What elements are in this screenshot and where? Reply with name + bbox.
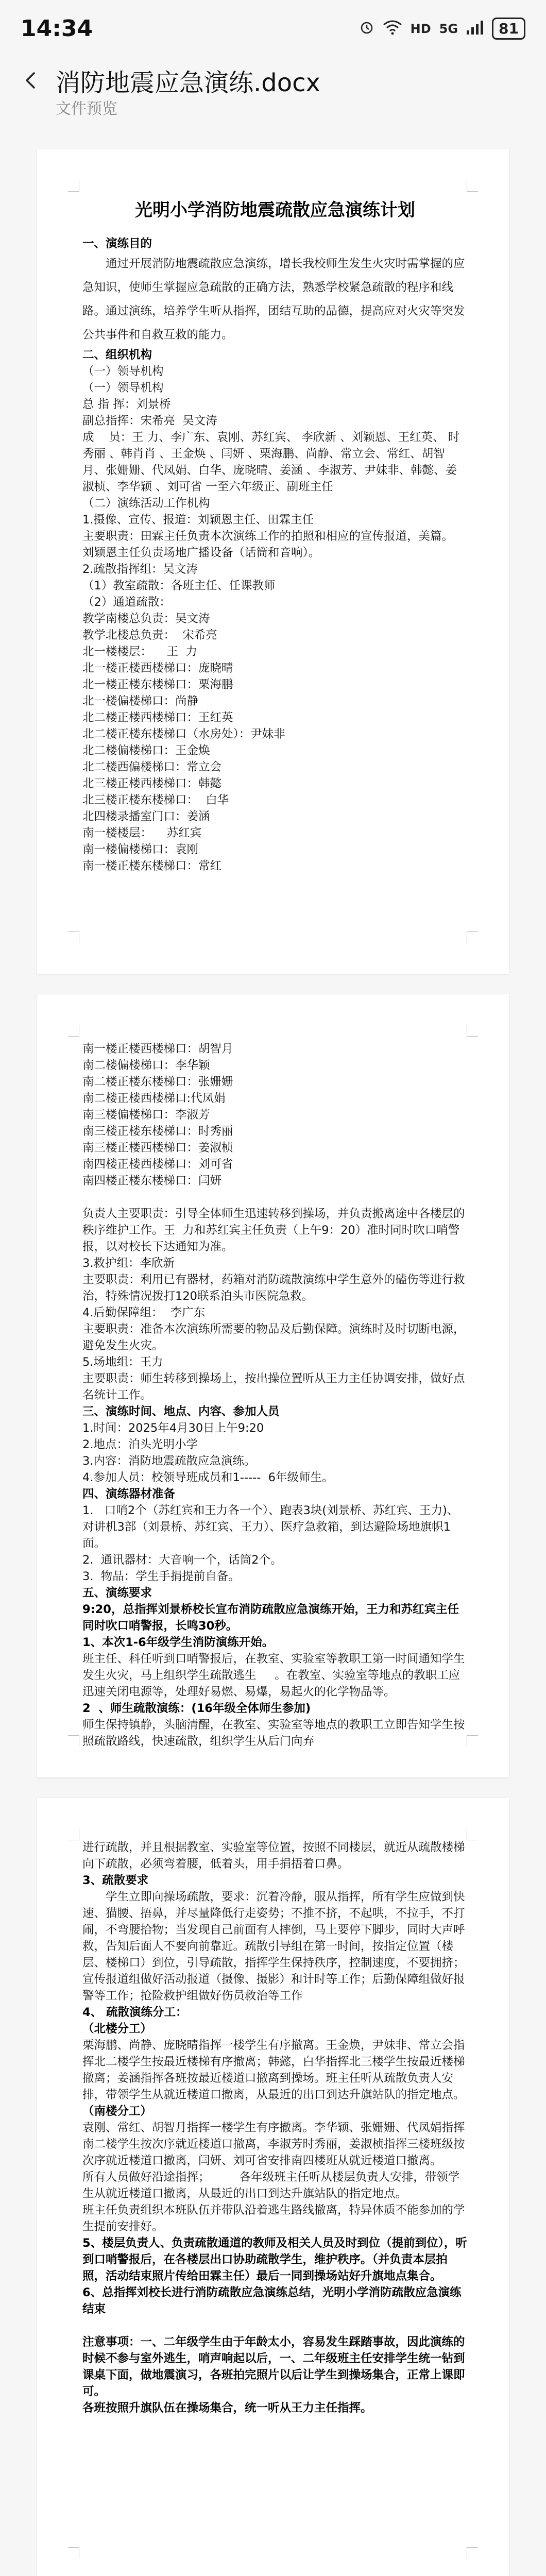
- document-paragraph: 副总指挥：宋希亮 吴文涛: [82, 414, 217, 428]
- document-paragraph: 北四楼录播室门口：姜涵: [82, 810, 210, 823]
- document-paragraph: 南四楼正楼东楼梯口：闫妍: [82, 1174, 222, 1188]
- document-paragraph: 3、疏散要求: [82, 1874, 149, 1887]
- file-subtitle: 文件预览: [56, 100, 117, 118]
- document-paragraph: 栗海鹏、尚静、庞晓晴指挥一楼学生有序撤离。王金焕，尹妹非、常立会指挥北二楼学生按最近楼梯有序撤离；韩懿，白华指挥北三楼学生按最近楼梯撤离；姜涵指挥各班按最近楼道口撤离到操场。班主任听从疏散负责人安排，带领学生从就近楼道口撤离，从最近的出口到达升旗站队的指定地点。: [82, 2039, 465, 2102]
- document-page-3[interactable]: [37, 1798, 509, 2576]
- document-paragraph: 北一楼正楼东楼梯口：栗海鹏: [82, 678, 233, 691]
- document-paragraph: 注意事项：一、二年级学生由于年龄太小，容易发生踩踏事故，因此演练的时候不参与室外逃生，哨声响起以后，一、二年级班主任安排学生统一钻到课桌下面，做地震演习，各班拍完照片以后让学生到操场集合，正常上课即可。: [82, 2335, 465, 2398]
- document-paragraph: [82, 1189, 468, 1206]
- document-paragraph: 4.后勤保障组： 李广东: [82, 1306, 206, 1319]
- document-paragraph: 2.地点：泊头光明小学: [82, 1438, 198, 1451]
- document-paragraph: 主要职责：利用已有器材，药箱对消防疏散演练中学生意外的磕伤等进行救治，特殊情况拨打120联系泊头市医院急救。: [82, 1273, 465, 1303]
- document-paragraph: （一）领导机构: [82, 381, 164, 395]
- back-button[interactable]: [15, 65, 46, 96]
- document-paragraph: 一、演练目的: [82, 237, 152, 250]
- document-page-2[interactable]: [37, 994, 509, 1777]
- document-page-1[interactable]: [37, 149, 509, 974]
- hd-badge: HD: [410, 21, 431, 36]
- document-paragraph: 负责人主要职责：引导全体师生迅速转移到操场，并负责搬离途中各楼层的秩序维护工作。王 力和苏红宾主任负责（上午9：20）准时同时吹口哨警报，以对校长下达通知为准。: [82, 1207, 465, 1253]
- chevron-left-icon: [22, 71, 40, 90]
- status-bar: [0, 0, 546, 57]
- document-paragraph: 2. 通讯器材：大音响一个，话筒2个。: [82, 1553, 282, 1567]
- document-paragraph: 9:20，总指挥刘景桥校长宣布消防疏散应急演练开始，王力和苏红宾主任同时吹口哨警报，长鸣30秒。: [82, 1603, 459, 1633]
- document-paragraph: 主要职责：师生转移到操场上，按出操位置听从王力主任协调安排，做好点名统计工作。: [82, 1372, 465, 1402]
- page-3-content: [82, 1839, 468, 2416]
- document-paragraph: 主要职责：准备本次演练所需要的物品及后勤保障。演练时及时切断电源，避免发生火灾。: [82, 1323, 465, 1352]
- status-icons: [359, 18, 525, 40]
- document-paragraph: 学生立即向操场疏散，要求：沉着冷静，服从指挥，所有学生应做到快速、猫腰、捂鼻，并尽量降低行走姿势；不推不挤，不起哄，不拉手，不打闹，不弯腰拾物；当发现自己前面有人摔倒，马上要停下脚步，同时大声呼救，告知后面人不要向前靠近。疏散引导组在第一时间，按指定位置（楼层、楼梯口）到位，引导疏散，指挥学生保持秩序，控制速度，不要拥挤；宣传报道组做好活动报道（摄像、摄影）和计时等工作；后勤保障组做好报警等工作；抢险救护组做好伤员救治等工作: [82, 1890, 465, 2003]
- network-type: 5G: [439, 21, 458, 36]
- document-paragraph: 南二楼正楼西楼梯口:代凤娟: [82, 1092, 226, 1105]
- app-header: [0, 57, 546, 124]
- page-corner-mark: [467, 2547, 478, 2558]
- document-paragraph: 成 员：王 力、李广东、袁刚、苏红宾、 李欣新 、刘颖恩、王红英、 时秀丽 、韩肖肖 、王金焕 、闫妍 、栗海鹏、尚静、常立会、常红、胡智月、张姗姗、代凤娟、白华、庞晓晴、姜涵 、李淑芳、尹妹非、韩懿、姜淑桢、李华颖 、刘可省 一至六年级正、副班主任: [82, 431, 460, 494]
- document-paragraph: 北二楼正楼西楼梯口：王红英: [82, 711, 233, 724]
- document-paragraph: （2）通道疏散：: [82, 596, 171, 609]
- document-paragraph: 3.救护组：李欣新: [82, 1257, 175, 1270]
- document-paragraph: 5.场地组：王力: [82, 1355, 163, 1369]
- page-corner-mark: [68, 1829, 79, 1840]
- document-paragraph: 6、总指挥刘校长进行消防疏散应急演练总结，光明小学消防疏散应急演练结束: [82, 2286, 462, 2316]
- document-paragraph: 教学南楼总负责：吴文涛: [82, 612, 210, 625]
- battery-indicator: 81: [492, 18, 525, 40]
- document-paragraph: 总 指 挥：刘景桥: [82, 398, 171, 411]
- page-2-lines: [82, 1041, 468, 1750]
- document-paragraph: 刘颖恩主任负责场地广播设备（话筒和音响）。: [82, 546, 320, 560]
- document-paragraph: 班主任、科任听到口哨警报后，在教室、实验室等教职工第一时间通知学生发生火灾，马上组织学生疏散逃生 。在教室、实验室等地点的教职工应迅速关闭电源等，处理好易燃、易爆，易起火的化学物品等。: [82, 1652, 465, 1699]
- document-paragraph: 南一楼偏楼梯口：袁刚: [82, 843, 199, 856]
- page-corner-mark: [467, 180, 478, 192]
- page-corner-mark: [467, 1829, 478, 1840]
- document-paragraph: 5、楼层负责人、负责疏散通道的教师及相关人员及时到位（提前到位），听到口哨警报后，在各楼层出口协助疏散学生，维护秩序。（并负责本层拍照，活动结束照片传给田霖主任）最后一同到操场站好升旗地点集合。: [82, 2236, 467, 2283]
- wifi-icon: [383, 20, 402, 38]
- document-paragraph: 南二楼正楼东楼梯口：张姗姗: [82, 1075, 233, 1089]
- document-paragraph: （一）领导机构: [82, 365, 164, 378]
- document-paragraph: 各班按照升旗队伍在操场集合，统一听从王力主任指挥。: [82, 2401, 372, 2415]
- page-corner-mark: [467, 1735, 478, 1747]
- document-paragraph: 南二楼偏楼梯口：李华颖: [82, 1059, 210, 1072]
- document-paragraph: 1、本次1-6年级学生消防演练开始。: [82, 1636, 274, 1649]
- document-paragraph: 北一楼正楼西楼梯口：庞晓晴: [82, 662, 233, 675]
- document-paragraph: 3.内容：消防地震疏散应急演练。: [82, 1454, 256, 1468]
- page-3-lines: [82, 1839, 468, 2416]
- page-1-content: [82, 196, 468, 874]
- document-paragraph: （南楼分工）: [82, 2105, 152, 2118]
- document-paragraph: 进行疏散，并且根据教室、实验室等位置，按照不同楼层，就近从疏散楼梯向下疏散，必须弯着腰，低着头，用手捐捂着口鼻。: [82, 1841, 465, 1871]
- page-corner-mark: [467, 1025, 478, 1037]
- page-2-content: [82, 1041, 468, 1750]
- document-paragraph: （二）演练活动工作机构: [82, 497, 210, 510]
- document-paragraph: 南一楼楼层： 苏红宾: [82, 826, 202, 840]
- document-paragraph: 1.摄像、宣传、报道：刘颖恩主任、田霖主任: [82, 513, 314, 527]
- page-corner-mark: [68, 180, 79, 192]
- page-corner-mark: [68, 931, 79, 943]
- alarm-icon: [359, 20, 374, 38]
- document-paragraph: 五、演练要求: [82, 1586, 152, 1600]
- signal-icon: [466, 20, 484, 37]
- document-paragraph: 北一楼楼层： 王 力: [82, 645, 197, 658]
- document-paragraph: 三、演练时间、地点、内容、参加人员: [82, 1405, 280, 1418]
- document-paragraph: 1.时间：2025年4月30日上午9:20: [82, 1421, 264, 1435]
- document-paragraph: 师生保持镇静，头脑清醒，在教室、实验室等地点的教职工立即告知学生按照疏散路线，快速疏散，组织学生从后门向弃: [82, 1718, 465, 1748]
- page-corner-mark: [68, 2547, 79, 2558]
- status-time: 14:34: [21, 15, 93, 42]
- document-paragraph: 4.参加人员：校领导班成员和1----- 6年级师生。: [82, 1471, 334, 1484]
- document-paragraph: 二、组织机构: [82, 348, 152, 362]
- document-paragraph: 南四楼正楼西楼梯口：刘可省: [82, 1158, 233, 1171]
- document-paragraph: （1）教室疏散：各班主任、任课教师: [82, 579, 276, 592]
- document-paragraph: 1. 口哨2个（苏红宾和王力各一个）、跑表3块(刘景桥、苏红宾、王力)、对讲机3部（刘景桥、苏红宾、王力）、医疗急救箱，到达避险场地旗帜1面。: [82, 1504, 459, 1550]
- document-paragraph: 南三楼偏楼梯口：李淑芳: [82, 1108, 210, 1122]
- document-paragraph: 南一楼正楼西楼梯口：胡智月: [82, 1042, 233, 1056]
- document-paragraph: 通过开展消防地震疏散应急演练，增长我校师生发生火灾时需掌握的应急知识，使师生掌握应急疏散的正确方法，熟悉学校紧急疏散的程序和线路。通过演练，培养学生听从指挥，团结互助的品德，提高应对火灾等突发公共事件和自救互救的能力。: [82, 257, 465, 342]
- document-paragraph: 袁刚、常红、胡智月指挥一楼学生有序撤离。李华颖、张姗姗、代凤娟指挥南二楼学生按次序就近楼道口撤离，李淑芳时秀丽，姜淑桢指挥三楼班级按次序就近楼道口撤离，闫妍、刘可省安排南四楼班从就近楼道口撤离。: [82, 2121, 465, 2167]
- page-corner-mark: [467, 931, 478, 943]
- document-paragraph: 北三楼正楼西楼梯口：韩懿: [82, 777, 222, 790]
- document-paragraph: 北二楼偏楼梯口：王金焕: [82, 744, 210, 757]
- document-paragraph: 北二楼西偏楼梯口：常立会: [82, 760, 222, 774]
- document-paragraph: 南一楼正楼东楼梯口：常红: [82, 859, 222, 873]
- document-paragraph: 班主任负责组织本班队伍并带队沿着逃生路线撤离，特异体质不能参加的学生提前安排好。: [82, 2204, 465, 2233]
- document-paragraph: 四、演练器材准备: [82, 1487, 176, 1501]
- document-paragraph: 4、 疏散演练分工：: [82, 2006, 187, 2019]
- document-paragraph: 所有人员做好沿途指挥； 各年级班主任听从楼层负责人安排，带领学生从就近楼道口撤离，从最近的出口到达升旗站队的指定地点。: [82, 2171, 460, 2200]
- document-paragraph: [82, 2317, 468, 2334]
- page-corner-mark: [68, 1735, 79, 1747]
- document-paragraph: 南三楼正楼西楼梯口：姜淑桢: [82, 1141, 233, 1155]
- page-corner-mark: [68, 1025, 79, 1037]
- document-paragraph: 北三楼正楼东楼梯口： 白华: [82, 793, 229, 807]
- document-paragraph: 3. 物品：学生手捐提前自备。: [82, 1570, 240, 1583]
- document-paragraph: 2 、师生疏散演练：(16年级全体师生参加): [82, 1702, 311, 1715]
- document-paragraph: 2.疏散指挥组：吴文涛: [82, 563, 198, 576]
- document-paragraph: 主要职责：田霖主任负责本次演练工作的拍照和相应的宣传报道，美篇。: [82, 530, 454, 543]
- document-paragraph: 北二楼正楼东楼梯口（水房处）：尹妹非: [82, 727, 285, 741]
- document-paragraph: 教学北楼总负责： 宋希亮: [82, 629, 217, 642]
- document-paragraph: 南三楼正楼东楼梯口：时秀丽: [82, 1125, 233, 1138]
- page-1-lines: [82, 235, 468, 874]
- document-paragraph: 北一楼偏楼梯口：尚静: [82, 694, 199, 708]
- document-paragraph: （北楼分工）: [82, 2022, 152, 2036]
- document-title: 光明小学消防地震疏散应急演练计划: [135, 200, 415, 221]
- file-title: 消防地震应急演练.docx: [56, 69, 320, 97]
